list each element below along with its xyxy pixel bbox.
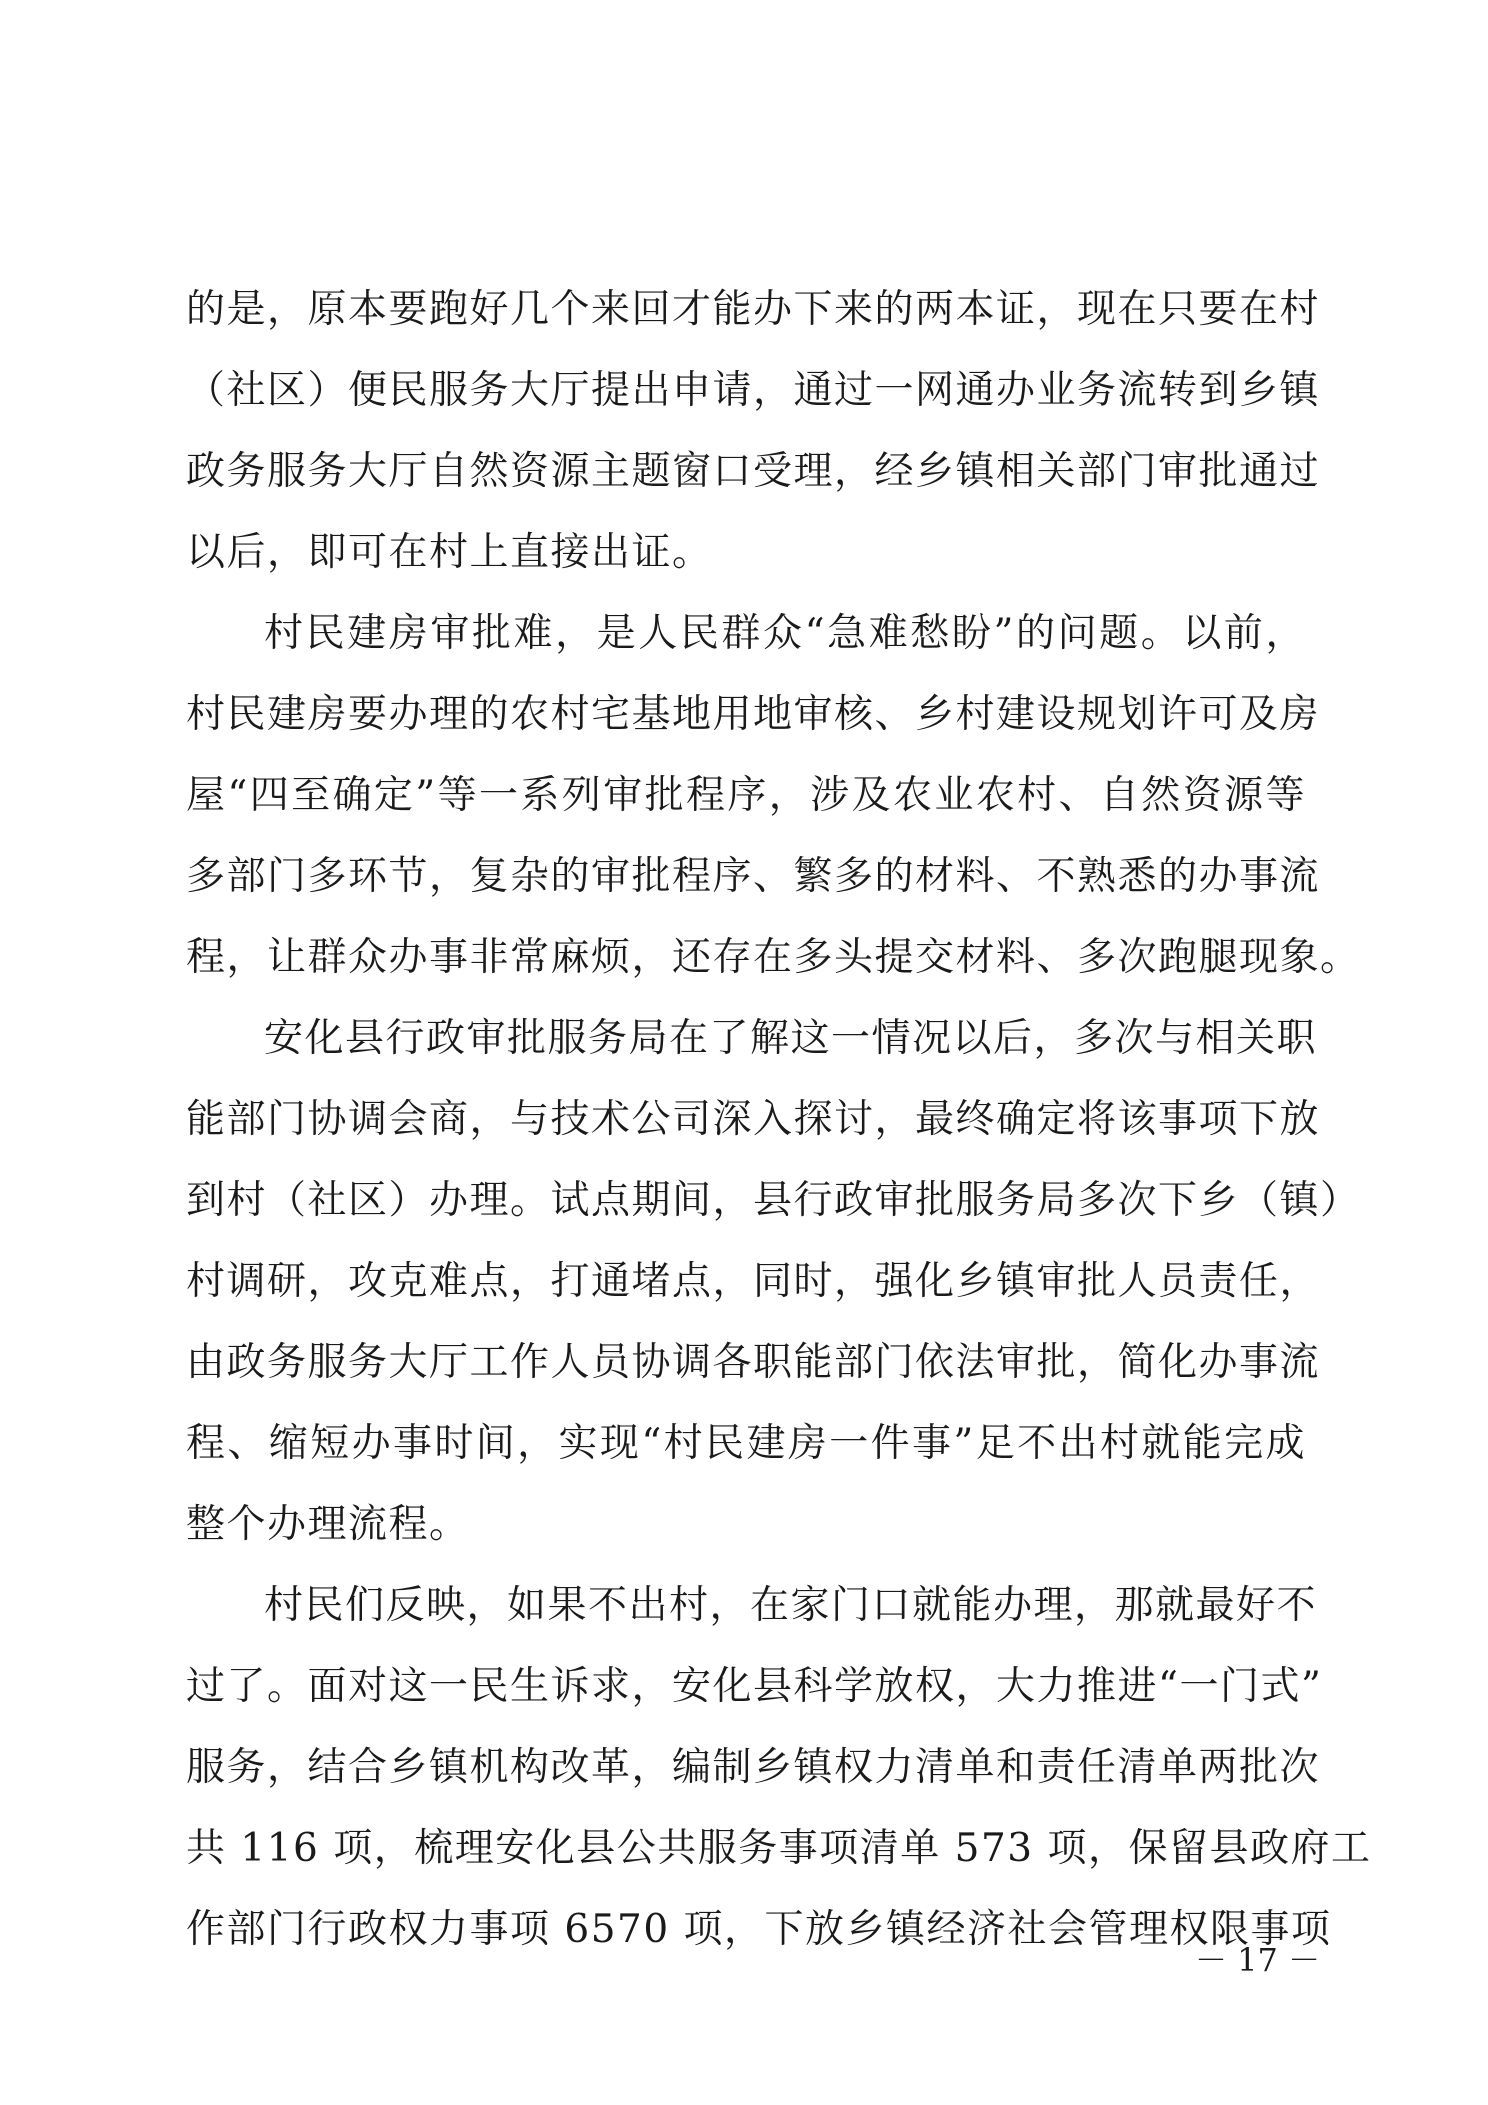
text-line: 过了。面对这一民生诉求，安化县科学放权，大力推进“一门式” bbox=[186, 1664, 1323, 1709]
text-line: 村调研，攻克难点，打通堵点，同时，强化乡镇审批人员责任， bbox=[186, 1259, 1321, 1304]
text-line: 程、缩短办事时间，实现“村民建房一件事”足不出村就能完成 bbox=[186, 1421, 1306, 1466]
text-line: 村民建房要办理的农村宅基地用地审核、乡村建设规划许可及房 bbox=[186, 692, 1321, 737]
text-line: 由政务服务大厅工作人员协调各职能部门依法审批，简化办事流 bbox=[186, 1340, 1321, 1385]
text-line: 屋“四至确定”等一系列审批程序，涉及农业农村、自然资源等 bbox=[186, 773, 1306, 818]
text-line: 能部门协调会商，与技术公司深入探讨，最终确定将该事项下放 bbox=[186, 1097, 1321, 1142]
text-line: 程，让群众办事非常麻烦，还存在多头提交材料、多次跑腿现象。 bbox=[186, 935, 1361, 980]
text-line: 作部门行政权力事项 6570 项，下放乡镇经济社会管理权限事项 bbox=[186, 1907, 1332, 1952]
paragraph-first-line: 村民建房审批难，是人民群众“急难愁盼”的问题。以前， bbox=[264, 611, 1306, 656]
text-line: 共 116 项，梳理安化县公共服务事项清单 573 项，保留县政府工 bbox=[186, 1826, 1372, 1871]
text-line: 多部门多环节，复杂的审批程序、繁多的材料、不熟悉的办事流 bbox=[186, 854, 1321, 899]
page-number: － 17 － bbox=[1195, 1941, 1321, 1979]
text-line: （社区）便民服务大厅提出申请，通过一网通办业务流转到乡镇 bbox=[186, 368, 1321, 413]
text-line: 以后，即可在村上直接出证。 bbox=[186, 530, 713, 575]
text-line: 的是，原本要跑好几个来回才能办下来的两本证，现在只要在村 bbox=[186, 287, 1321, 332]
text-line: 政务服务大厅自然资源主题窗口受理，经乡镇相关部门审批通过 bbox=[186, 449, 1321, 494]
text-line: 服务，结合乡镇机构改革，编制乡镇权力清单和责任清单两批次 bbox=[186, 1745, 1321, 1790]
text-line: 整个办理流程。 bbox=[186, 1502, 470, 1547]
text-line: 到村（社区）办理。试点期间，县行政审批服务局多次下乡（镇） bbox=[186, 1178, 1361, 1223]
paragraph-first-line: 安化县行政审批服务局在了解这一情况以后，多次与相关职 bbox=[264, 1016, 1318, 1061]
paragraph-first-line: 村民们反映，如果不出村，在家门口就能办理，那就最好不 bbox=[264, 1583, 1318, 1628]
